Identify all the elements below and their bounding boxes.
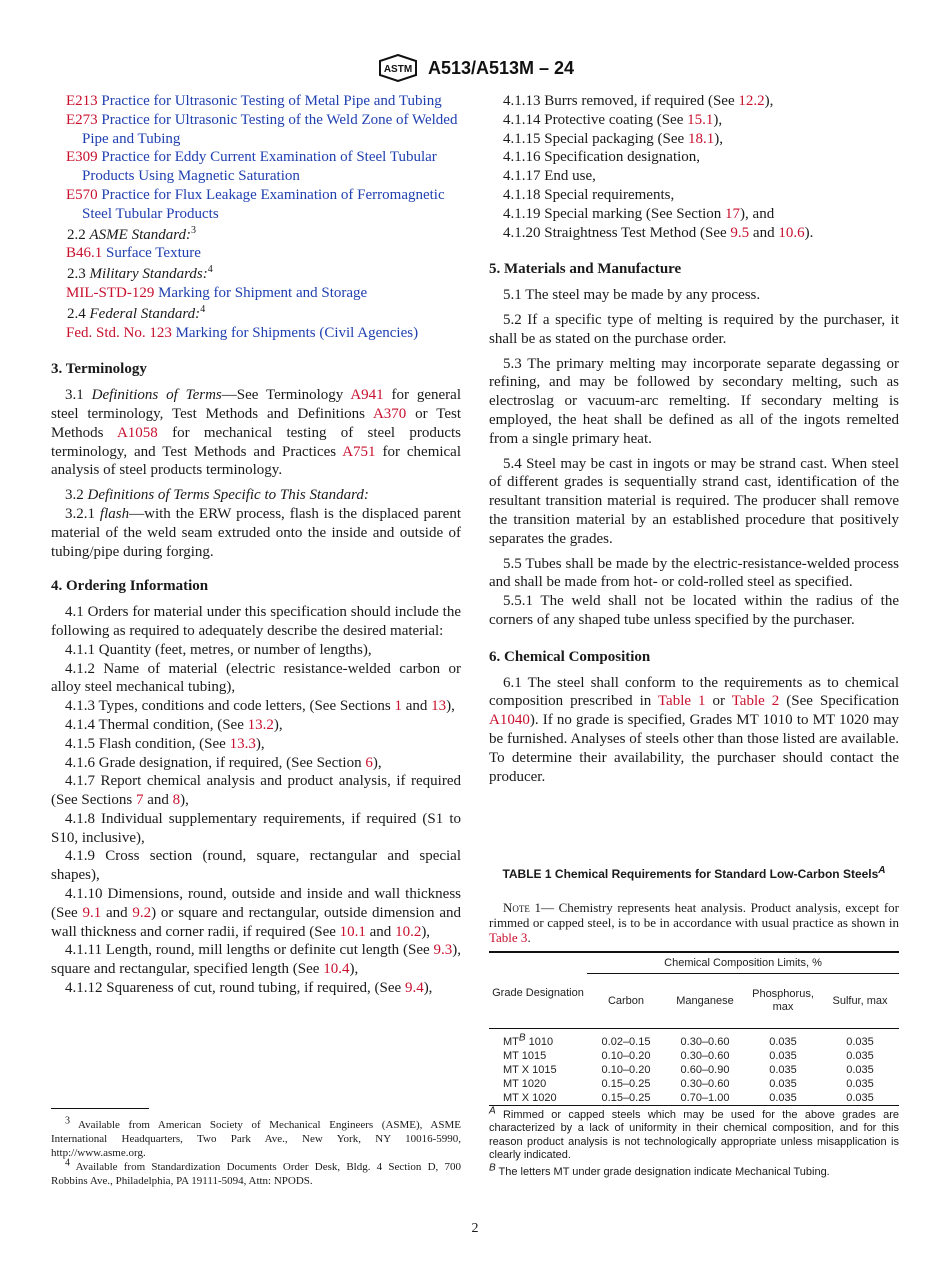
para-5-4: 5.4 Steel may be cast in ingots or may be strand cast. When steel of different grades is sequentially strand cast, identification of the resultant transition material is required. The producer shall remove the transition material by an established procedure that positively separates the grades. [489, 455, 899, 547]
ref-code[interactable]: MIL-STD-129 [66, 284, 155, 301]
footnote-divider [51, 1108, 149, 1109]
link-9-5[interactable]: 9.5 [730, 224, 750, 241]
col-phosphorus-header: Phosphorus, max [752, 988, 814, 1013]
ref-mil-std-129[interactable] [51, 284, 461, 303]
item-4-1-8: 4.1.8 Individual supplementary requirements, if required (S1 to S10, inclusive), [51, 810, 461, 846]
item-4-1-12: 4.1.12 Squareness of cut, round tubing, if required, (See 9.4), [65, 980, 433, 997]
table-title: TABLE 1 Chemical Requirements for Standard Low-Carbon Steels$^A$ [502, 865, 886, 881]
para-3-1: 3.1 Definitions of Terms—See Terminology A941 for general steel terminology, Test Methods and Definitions A370 or Test Methods A1058 for mechanical testing of steel products terminology, and Test Methods and Practices A751 for chemical analysis of steel products terminology. [51, 387, 462, 479]
astm-logo-icon [376, 54, 420, 82]
ref-code[interactable]: B46.1 [66, 245, 103, 262]
item-4-1-18: 4.1.18 Special requirements, [503, 186, 675, 203]
left-column [51, 92, 461, 998]
link-section-7[interactable]: 7 [135, 792, 144, 809]
ref-fed-std-123[interactable] [51, 324, 461, 343]
link-12-2[interactable]: 12.2 [738, 93, 765, 109]
link-table-3[interactable]: Table 3 [489, 930, 528, 945]
item-4-1-11: 4.1.11 Length, round, mill lengths or definite cut length (See 9.3), square and rectangular, specified length (See 10.4), [51, 942, 461, 978]
section-2-3: 2.3 Military Standards:$^4$ [67, 264, 213, 283]
item-4-1-17: 4.1.17 End use, [503, 168, 596, 185]
para-5-2: 5.2 If a specific type of melting is required by the purchaser, it shall be as stated on the purchase order. [489, 311, 899, 347]
ref-b46-1[interactable] [51, 244, 461, 263]
svg-text:ASTM: ASTM [383, 64, 413, 75]
item-4-1-19: 4.1.19 Special marking (See Section 17), and [503, 205, 775, 222]
table-note-1: Note 1— Chemistry represents heat analysis. Product analysis, except for rimmed or capped steel, is to be in accordance with usual practice as shown in Table 3. [489, 900, 899, 945]
link-13-2[interactable]: 13.2 [247, 716, 274, 733]
para-5-3: 5.3 The primary melting may incorporate separate degassing or refining, and may be followed by secondary melting, such as electroslag or vacuum-arc remelting. If secondary melting is employed, the heat shall be defined as all of the ingots remelted from a single primary heat. [489, 355, 899, 447]
link-10-1[interactable]: 10.1 [339, 923, 366, 940]
item-4-1-15: 4.1.15 Special packaging (See 18.1), [503, 130, 723, 147]
footnote-3: $^3$ Available from American Society of Mechanical Engineers (ASME), ASME International Headquarters, Two Park Ave., New York, NY 10016-5990, http://www.asme.org. [51, 1115, 461, 1159]
link-9-1[interactable]: 9.1 [82, 904, 102, 921]
ref-title[interactable]: Practice for Flux Leakage Examination of Ferromagnetic Steel Tubular Products [82, 186, 445, 222]
col-carbon-header: Carbon [607, 995, 645, 1007]
item-4-1-20: 4.1.20 Straightness Test Method (See 9.5 and 10.6). [503, 224, 814, 241]
link-13-3[interactable]: 13.3 [229, 735, 256, 752]
heading-ordering-information: 4. Ordering Information [51, 578, 209, 595]
col-grade-header: Grade Designation [489, 952, 587, 1029]
link-9-2[interactable]: 9.2 [132, 904, 152, 921]
para-5-5-1: 5.5.1 The weld shall not be located within the radius of the corners of any shaped tube unless specified by the purchaser. [489, 593, 899, 628]
ref-title[interactable]: Practice for Ultrasonic Testing of Metal Pipe and Tubing [101, 93, 442, 109]
ref-e273[interactable] [51, 111, 461, 149]
col-sulfur-header: Sulfur, max [832, 994, 888, 1007]
heading-materials-manufacture: 5. Materials and Manufacture [489, 261, 682, 278]
ref-code[interactable]: E309 [66, 149, 98, 166]
link-9-4[interactable]: 9.4 [404, 980, 424, 997]
link-10-2[interactable]: 10.2 [395, 923, 422, 940]
item-4-1-6: 4.1.6 Grade designation, if required, (See Section 6), [65, 754, 382, 771]
footnotes [51, 1115, 461, 1188]
link-18-1[interactable]: 18.1 [687, 130, 715, 147]
col-manganese-header: Manganese [676, 995, 734, 1007]
item-4-1-1: 4.1.1 Quantity (feet, metres, or number of lengths), [65, 641, 372, 658]
link-15-1[interactable]: 15.1 [687, 111, 714, 128]
link-section-6[interactable]: 6 [365, 754, 373, 771]
link-table-1[interactable]: Table 1 [657, 693, 706, 710]
link-a751[interactable]: A751 [342, 443, 376, 460]
link-section-13[interactable]: 13 [431, 698, 447, 715]
table-row: MT X 1020 0.15–0.25 0.70–1.00 0.035 0.035 [489, 1091, 899, 1106]
item-4-1-9: 4.1.9 Cross section (round, square, rectangular and special shapes), [51, 848, 461, 884]
ref-title[interactable]: Marking for Shipment and Storage [158, 284, 368, 301]
ref-code[interactable]: E213 [66, 93, 98, 109]
link-a1040[interactable]: A1040 [489, 712, 530, 729]
ref-title[interactable]: Practice for Eddy Current Examination of Steel Tubular Products Using Magnetic Saturation [82, 149, 437, 185]
para-6-1: 6.1 The steel shall conform to the requirements as to chemical composition prescribed in Table 1 or Table 2 (See Specification A1040). If no grade is specified, Grades MT 1010 to MT 1020 may be furnished. Analyses of steels other than those listed are available. To determine their availability, the purchaser should contact the producer. [489, 674, 899, 785]
table-row: MT 1020 0.15–0.25 0.30–0.60 0.035 0.035 [503, 1077, 874, 1090]
link-10-4[interactable]: 10.4 [323, 961, 350, 978]
item-4-1-10: 4.1.10 Dimensions, round, outside and inside and wall thickness (See 9.1 and 9.2) or square and rectangular, outside dimension and wall thickness and corner radii, if required (See 10.1 and 10.2), [51, 886, 461, 940]
link-section-8[interactable]: 8 [172, 792, 181, 809]
heading-terminology: 3. Terminology [51, 361, 147, 378]
ref-title[interactable]: Practice for Ultrasonic Testing of the Weld Zone of Welded Pipe and Tubing [82, 111, 458, 147]
footnote-4: $^4$ Available from Standardization Documents Order Desk, Bldg. 4 Section D, 700 Robbins Ave., Philadelphia, PA 19111-5094, Attn: NPODS. [51, 1157, 461, 1187]
para-3-2-1: 3.2.1 flash—with the ERW process, flash is the displaced parent material of the weld seam extruded onto the inside and outside of tubing/pipe during forging. [51, 505, 461, 560]
para-5-5: 5.5 Tubes shall be made by the electric-resistance-welded process and shall be made from hot- or cold-rolled steel as specified. [489, 555, 899, 591]
para-4-1: 4.1 Orders for material under this specification should include the following as required to adequately describe the desired material: [51, 604, 461, 639]
section-2-4: 2.4 Federal Standard:$^4$ [67, 303, 206, 322]
link-a370[interactable]: A370 [372, 405, 407, 422]
table-row: MT X 1015 0.10–0.20 0.60–0.90 0.035 0.035 [503, 1063, 874, 1076]
table-row: MT 1015 0.10–0.20 0.30–0.60 0.035 0.035 [503, 1049, 874, 1062]
page-header [0, 54, 950, 82]
ref-e309[interactable] [51, 148, 461, 186]
table-1 [489, 867, 899, 1179]
item-4-1-3: 4.1.3 Types, conditions and code letters, (See Sections 1 and 13), [65, 698, 455, 715]
page-number: 2 [471, 1221, 479, 1236]
link-a941[interactable]: A941 [350, 387, 384, 404]
ref-code[interactable]: Fed. Std. No. 123 [66, 324, 172, 341]
item-4-1-7: 4.1.7 Report chemical analysis and product analysis, if required (See Sections 7 and 8), [51, 773, 461, 809]
item-4-1-4: 4.1.4 Thermal condition, (See 13.2), [65, 716, 283, 733]
item-4-1-5: 4.1.5 Flash condition, (See 13.3), [65, 735, 265, 752]
item-4-1-16: 4.1.16 Specification designation, [503, 149, 701, 166]
link-9-3[interactable]: 9.3 [433, 942, 453, 959]
link-a1058[interactable]: A1058 [116, 424, 158, 441]
right-column [489, 92, 899, 786]
heading-chemical-composition: 6. Chemical Composition [489, 648, 651, 665]
link-section-17[interactable]: 17 [725, 205, 741, 222]
ref-title[interactable]: Surface Texture [106, 245, 201, 262]
ref-title[interactable]: Marking for Shipments (Civil Agencies) [175, 324, 419, 341]
para-5-1: 5.1 The steel may be made by any process. [503, 287, 761, 304]
item-4-1-2: 4.1.2 Name of material (electric resistance-welded carbon or alloy steel mechanical tubing), [51, 660, 461, 696]
section-2-2: 2.2 ASME Standard:$^3$ [67, 224, 197, 243]
table-footnote-a: $^A$ Rimmed or capped steels which may be used for the above grades are characterized by a lack of uniformity in their chemical composition, and for this reason product analysis is not technologically appropriate unless misapplication is clearly indicated. [489, 1104, 899, 1161]
col-group-header: Chemical Composition Limits, % [587, 952, 899, 974]
ref-e570[interactable] [51, 186, 461, 224]
table-row: $MT^B$ 1010 0.02–0.15 0.30–0.60 0.035 0.035 [503, 1031, 874, 1048]
item-4-1-14: 4.1.14 Protective coating (See 15.1), [503, 111, 723, 128]
item-4-1-13: 4.1.13 Burrs removed, if required (See 12.2), [503, 93, 774, 109]
ref-code[interactable]: E273 [66, 111, 98, 128]
link-10-6[interactable]: 10.6 [778, 224, 805, 241]
ref-e213[interactable] [51, 92, 461, 111]
chemical-requirements-table [489, 951, 899, 1106]
table-footnote-b: $^B$ The letters MT under grade designation indicate Mechanical Tubing. [489, 1161, 830, 1178]
ref-code[interactable]: E570 [66, 186, 98, 203]
standard-designation: A513/A513M – 24 [427, 57, 575, 78]
link-section-1[interactable]: 1 [394, 698, 402, 715]
link-table-2[interactable]: Table 2 [731, 693, 780, 710]
para-3-2: 3.2 Definitions of Terms Specific to This Standard: [65, 487, 369, 504]
